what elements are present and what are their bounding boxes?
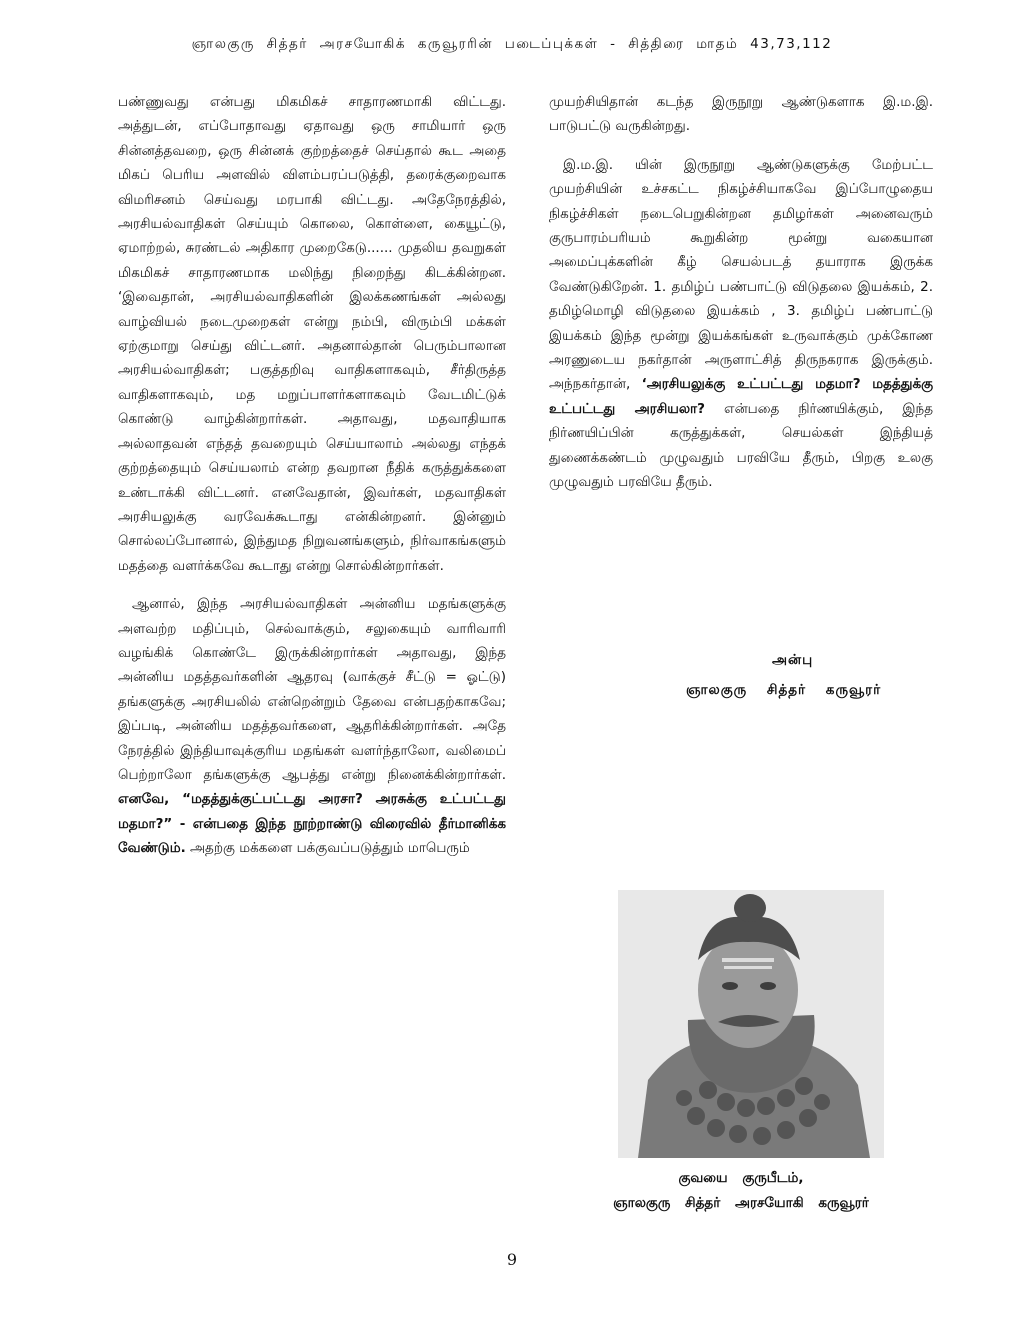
right-column [549, 90, 933, 495]
page-header: ஞாலகுரு சித்தர் அரசயோகிக் கருவூரரின் படைப்புக்கள் - சித்திரை மாதம் 43,73,112 [191, 36, 833, 52]
photo-caption-line-1: குவயை குருபீடம், [678, 1170, 804, 1186]
left-paragraph-2 [118, 592, 506, 860]
right-paragraph-2-text: இ.ம.இ. யின் இருநூறு ஆண்டுகளுக்கு மேற்பட்ட முயற்சியின் உச்சகட்ட நிகழ்ச்சியாகவே இப்போழுதைய நிகழ்ச்சிகள் நடைபெறுகின்றன தமிழர்கள் அனைவரும் குருபாரம்பரியம் கூறுகின்ற மூன்று வகையான அமைப்புக்களின் கீழ் செயல்படத் தயாராக இருக்க வேண்டுகிறேன். 1. தமிழ்ப் பண்பாட்டு விடுதலை இயக்கம், 2. தமிழ்மொழி விடுதலை இயக்கம் , 3. தமிழ்ப் பண்பாட்டு இயக்கம் இந்த மூன்று இயக்கங்கள் உருவாக்கும் முக்கோண அரணுடைய நகர்தான் அருளாட்சித் திருநகராக இருக்கும். அந்நகர்தான், [549, 156, 933, 393]
right-paragraph-2-bold-text: ‘அரசியலுக்கு உட்பட்டது மதமா? மதத்துக்கு உட்பட்டது அரசியலா? [549, 376, 934, 417]
signature-name: ஞாலகுரு சித்தர் கருவூரர் [686, 682, 882, 698]
left-paragraph-2-text: ஆனால், இந்த அரசியல்வாதிகள் அன்னிய மதங்களுக்கு அளவற்ற மதிப்பும், செல்வாக்கும், சலுகையும் வாரிவாரி வழங்கிக் கொண்டே இருக்கின்றார்கள் அதாவது, இந்த அன்னிய மதத்தவர்களின் ஆதரவு (வாக்குச் சீட்டு = ஓட்டு) தங்களுக்கு அரசியலில் என்றென்றும் தேவை என்பதற்காகவே; இப்படி, அன்னிய மதத்தவர்களை, ஆதரிக்கின்றார்கள். அதே நேரத்தில் இந்தியாவுக்குரிய மதங்கள் வளர்ந்தாலோ, வலிமைப் பெற்றாலோ தங்களுக்கு ஆபத்து என்று நினைக்கின்றார்கள். [118, 596, 506, 783]
right-paragraph-1: முயற்சியிதான் கடந்த இருநூறு ஆண்டுகளாக இ.ம.இ. பாடுபட்டு வருகின்றது. [549, 94, 933, 135]
left-paragraph-1: பண்ணுவது என்பது மிகமிகச் சாதாரணமாகி விட்டது. அத்துடன், எப்போதாவது ஏதாவது ஒரு சாமியார் ஒரு சின்னத்தவறை, ஒரு சின்னக் குற்றத்தைச் செய்தால் கூட அதை மிகப் பெரிய அளவில் விளம்பரப்படுத்தி, தரைக்குறைவாக விமரிசனம் செய்வது மரபாகி விட்டது. அதேநேரத்தில், அரசியல்வாதிகள் செய்யும் கொலை, கொள்ளை, கையூட்டு, ஏமாற்றல், சுரண்டல் அதிகார முறைகேடு...... முதலிய தவறுகள் மிகமிகச் சாதாரணமாக மலிந்து நிறைந்து கிடக்கின்றன. ‘இவைதான், அரசியல்வாதிகளின் இலக்கணங்கள் அல்லது வாழ்வியல் நடைமுறைகள் என்று நம்பி, விரும்பி மக்கள் ஏற்குமாறு செய்து விட்டனர். அதனால்தான் பெரும்பாலான அரசியல்வாதிகள்; பகுத்தறிவு வாதிகளாகவும், சீர்திருத்த வாதிகளாகவும், மத மறுப்பாளர்களாகவும் வேடமிட்டுக் கொண்டு வாழ்கின்றார்கள். அதாவது, மதவாதியாக அல்லாதவன் எந்தத் தவறையும் செய்யாலாம் அல்லது எந்தக் குற்றத்தையும் செய்யலாம் என்ற தவறான நீதிக் கருத்துக்களை உண்டாக்கி விட்டனர். எனவேதான், இவர்கள், மதவாதிகள் அரசியலுக்கு வரவேக்கூடாது என்கின்றனர். இன்னும் சொல்லப்போனால், இந்துமத நிறுவனங்களும், நிர்வாகங்களும் மதத்தை வளர்க்கவே கூடாது என்று சொல்கின்றார்கள். [118, 94, 506, 574]
signature-salutation: அன்பு [772, 652, 814, 668]
left-paragraph-2-tail: அதற்கு மக்களை பக்குவப்படுத்தும் மாபெரும் [190, 840, 470, 857]
photo-caption [549, 1166, 933, 1216]
right-paragraph-2 [549, 153, 933, 495]
portrait-photo [618, 890, 884, 1158]
photo-caption-line-2: ஞாலகுரு சித்தர் அரசயோகி கருவூரர் [613, 1195, 869, 1211]
left-paragraph-2-bold-text: எனவே, “மதத்துக்குட்பட்டது அரசா? அரசுக்கு உட்பட்டது மதமா?” - என்பதை இந்த நூற்றாண்டு விரைவில் தீர்மானிக்க வேண்டும். [118, 791, 506, 857]
page-number: 9 [506, 1250, 518, 1269]
portrait-photo-icon [618, 890, 884, 1158]
left-column [118, 90, 506, 861]
right-paragraph-2-tail: என்பதை நிர்ணயிக்கும், இந்த நிர்ணயிப்பின் கருத்துக்கள், செயல்கள் இந்தியத் துணைக்கண்டம் முழுவதும் பரவியே தீரும், பிறகு உலகு முழுவதும் பரவியே தீரும். [549, 400, 934, 491]
